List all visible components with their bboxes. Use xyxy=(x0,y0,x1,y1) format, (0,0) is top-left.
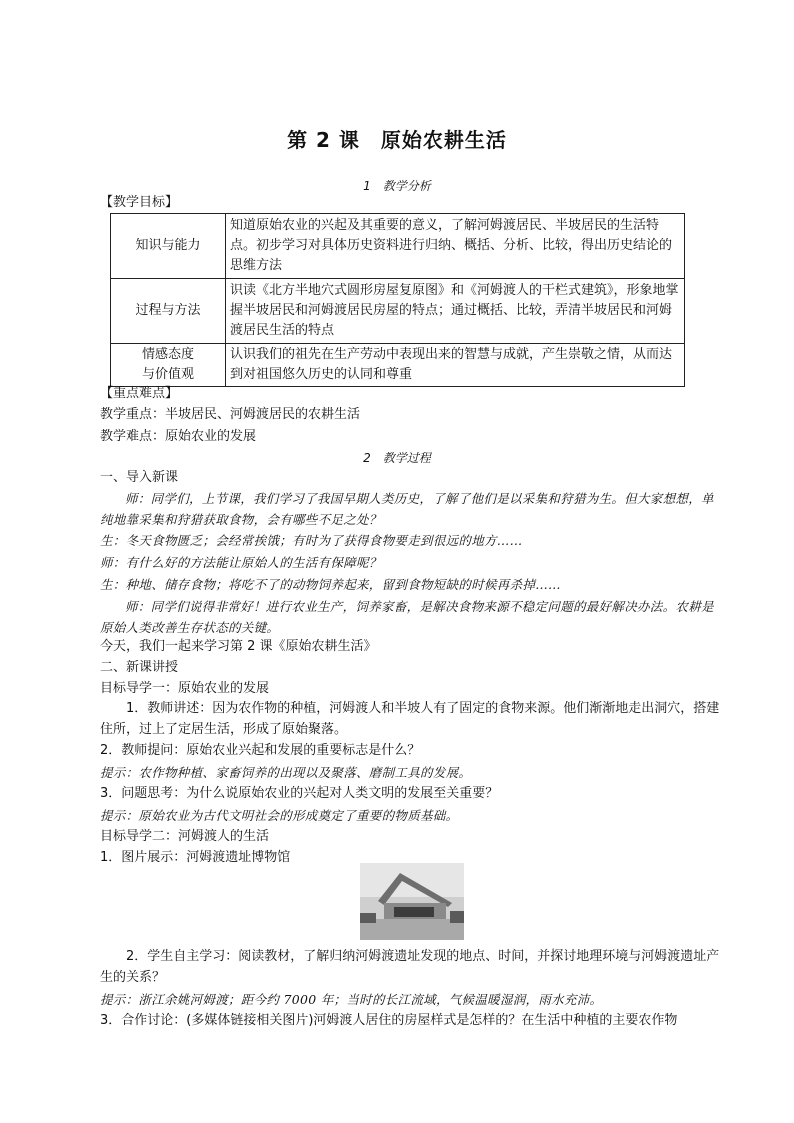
goal1-hint-2: 提示：农作物种植、家畜饲养的出现以及聚落、磨制工具的发展。 xyxy=(100,765,472,780)
key-focus: 教学重点：半坡居民、河姆渡居民的农耕生活 xyxy=(100,407,361,422)
lesson-title: 第 2 课 原始农耕生活 xyxy=(287,128,507,152)
objective-key: 知识与能力 xyxy=(111,214,226,279)
goal2-hint-2: 提示：浙江余姚河姆渡；距今约 7000 年；当时的长江流域，气候温暖湿润，雨水充沛。 xyxy=(100,992,603,1007)
objective-text: 识读《北方半地穴式圆形房屋复原图》和《河姆渡人的干栏式建筑》，形象地掌握半坡居民和河姆渡居民房屋的特点；通过概括、比较，弄清半坡居民和河姆渡居民生活的特点 xyxy=(226,279,685,344)
goal1-item-3: 3．问题思考：为什么说原始农业的兴起对人类文明的发展至关重要？ xyxy=(100,786,499,801)
dialog-line: 师：同学们说得非常好！进行农业生产，饲养家畜，是解决食物来源不稳定问题的最好解决办法。农耕是原始人类改善生存状态的关键。 xyxy=(100,599,714,635)
goal1-hint-3: 提示：原始农业为古代文明社会的形成奠定了重要的物质基础。 xyxy=(100,808,459,823)
dialog-text: 生：冬天食物匮乏；会经常挨饿；有时为了获得食物要走到很远的地方…… xyxy=(100,533,523,548)
objectives-heading: 【教学目标】 xyxy=(100,195,179,210)
table-row xyxy=(111,344,685,387)
dialog-line: 师：同学们，上节课，我们学习了我国早期人类历史，了解了他们是以采集和狩猎为生。但大家想想，单纯地靠采集和狩猎获取食物，会有哪些不足之处？ xyxy=(100,491,714,527)
dialog-line: 师：有什么好的方法能让原始人的生活有保障呢？ xyxy=(100,555,382,570)
part-heading-intro: 一、导入新课 xyxy=(100,470,179,485)
keypoints-heading: 【重点难点】 xyxy=(100,386,179,401)
today-line: 今天，我们一起来学习第 2 课《原始农耕生活》 xyxy=(100,639,377,654)
goal-heading-2: 目标导学二：河姆渡人的生活 xyxy=(100,829,270,844)
section-heading-analysis: 1 教学分析 xyxy=(363,179,431,193)
museum-photo xyxy=(360,863,464,940)
dialog-line xyxy=(100,531,720,551)
goal2-item-3: 3．合作讨论：(多媒体链接相关图片)河姆渡人居住的房屋样式是怎样的？在生活中种植的主要农作物 xyxy=(100,1013,678,1028)
table-row xyxy=(111,279,685,344)
table-row xyxy=(111,214,685,279)
goal1-item-2: 2．教师提问：原始农业兴起和发展的重要标志是什么？ xyxy=(100,743,421,758)
goal1-item-1: 1．教师讲述：因为农作物的种植，河姆渡人和半坡人有了固定的食物来源。他们渐渐地走出洞穴，搭建住所，过上了定居生活，形成了原始聚落。 xyxy=(100,701,720,737)
part-heading-new: 二、新课讲授 xyxy=(100,660,179,675)
objective-text: 知道原始农业的兴起及其重要的意义，了解河姆渡居民、半坡居民的生活特点。初步学习对具体历史资料进行归纳、概括、分析、比较，得出历史结论的思维方法 xyxy=(226,214,685,279)
section-heading-process: 2 教学过程 xyxy=(363,451,431,465)
objective-key-line: 情感态度 xyxy=(141,347,194,362)
objective-key-line: 与价值观 xyxy=(141,367,194,382)
objective-key: 过程与方法 xyxy=(111,279,226,344)
objective-text: 认识我们的祖先在生产劳动中表现出来的智慧与成就，产生崇敬之情，从而达到对祖国悠久历史的认同和尊重 xyxy=(226,344,685,387)
goal-heading-1: 目标导学一：原始农业的发展 xyxy=(100,681,270,696)
objectives-table xyxy=(110,213,685,387)
dialog-line: 生：种地、储存食物；将吃不了的动物饲养起来，留到食物短缺的时候再杀掉…… xyxy=(100,577,561,592)
key-difficulty: 教学难点：原始农业的发展 xyxy=(100,429,257,444)
objective-key xyxy=(111,344,226,387)
goal2-item-1: 1．图片展示：河姆渡遗址博物馆 xyxy=(100,850,291,865)
goal2-item-2: 2．学生自主学习：阅读教材，了解归纳河姆渡遗址发现的地点、时间，并探讨地理环境与河姆渡遗址产生的关系？ xyxy=(100,949,720,985)
